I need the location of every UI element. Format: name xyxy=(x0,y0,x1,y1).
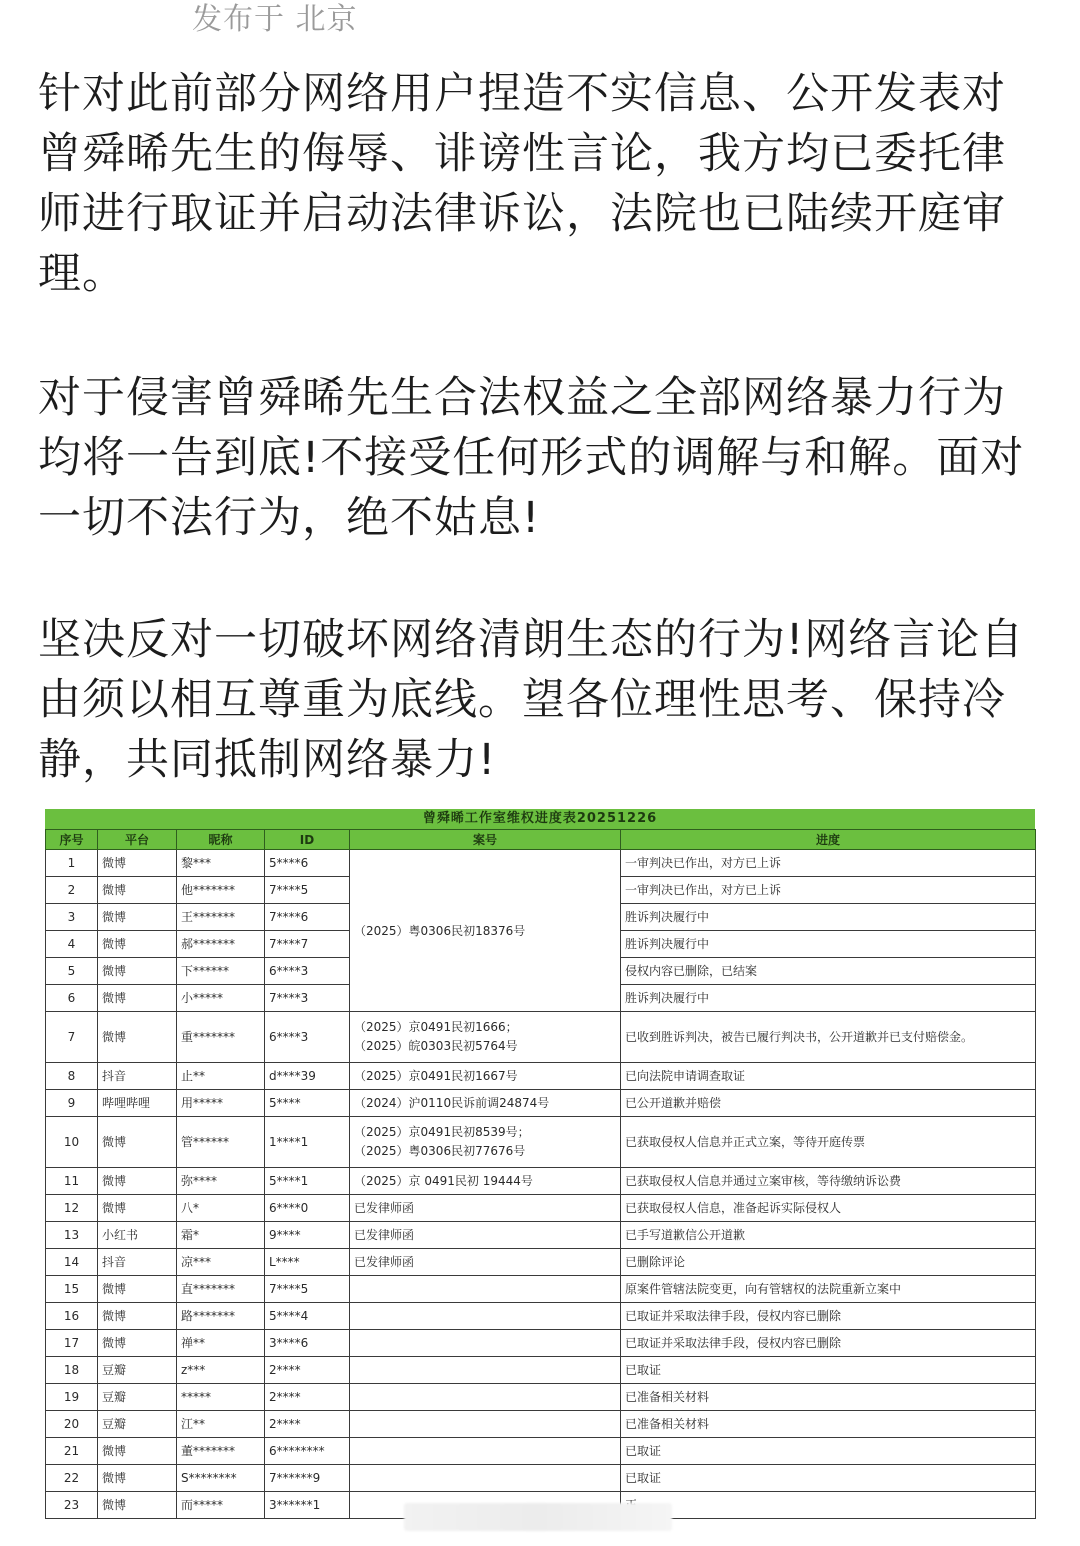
table-header-row xyxy=(46,830,1036,850)
table-title: 曾舜晞工作室维权进度表20251226 xyxy=(45,809,1035,829)
row-progress: 已收到胜诉判决，被告已履行判决书，公开道歉并已支付赔偿金。 xyxy=(621,1012,1036,1063)
row-case xyxy=(350,1411,621,1438)
row-progress: 胜诉判决履行中 xyxy=(621,904,1036,931)
table-row xyxy=(46,1384,1036,1411)
row-nickname: 用***** xyxy=(177,1090,265,1117)
row-platform: 微博 xyxy=(98,850,177,877)
row-platform: 抖音 xyxy=(98,1249,177,1276)
table-row xyxy=(46,1357,1036,1384)
row-platform: 抖音 xyxy=(98,1063,177,1090)
row-case: （2025）京 0491民初 19444号 xyxy=(350,1168,621,1195)
row-id: 7****6 xyxy=(265,904,350,931)
row-platform: 微博 xyxy=(98,1438,177,1465)
table-row xyxy=(46,1222,1036,1249)
row-nickname: 郝******* xyxy=(177,931,265,958)
table-row xyxy=(46,1276,1036,1303)
row-no: 7 xyxy=(46,1012,98,1063)
post-location: 发布于 北京 xyxy=(192,2,358,37)
row-platform: 微博 xyxy=(98,1276,177,1303)
header-platform: 平台 xyxy=(98,830,177,850)
row-no: 16 xyxy=(46,1303,98,1330)
row-id: 9**** xyxy=(265,1222,350,1249)
row-progress: 已获取侵权人信息并通过立案审核，等待缴纳诉讼费 xyxy=(621,1168,1036,1195)
row-id: 5****1 xyxy=(265,1168,350,1195)
row-platform: 微博 xyxy=(98,1330,177,1357)
row-no: 22 xyxy=(46,1465,98,1492)
row-platform: 微博 xyxy=(98,931,177,958)
row-id: 7****3 xyxy=(265,985,350,1012)
row-no: 11 xyxy=(46,1168,98,1195)
row-case: 已发律师函 xyxy=(350,1195,621,1222)
row-no: 12 xyxy=(46,1195,98,1222)
row-platform: 豆瓣 xyxy=(98,1384,177,1411)
row-case: 已发律师函 xyxy=(350,1222,621,1249)
table-row xyxy=(46,850,1036,877)
row-nickname: 王******* xyxy=(177,904,265,931)
row-no: 14 xyxy=(46,1249,98,1276)
table-row xyxy=(46,1465,1036,1492)
row-platform: 微博 xyxy=(98,1465,177,1492)
row-progress: 已取证 xyxy=(621,1357,1036,1384)
row-id: 7****5 xyxy=(265,1276,350,1303)
row-nickname: 霜* xyxy=(177,1222,265,1249)
post-paragraph-3: 坚决反对一切破坏网络清朗生态的行为!网络言论自由须以相互尊重为底线。望各位理性思考、保持冷静，共同抵制网络暴力! xyxy=(38,615,1025,785)
row-id: 5****4 xyxy=(265,1303,350,1330)
table-row xyxy=(46,1411,1036,1438)
header-no: 序号 xyxy=(46,830,98,850)
row-progress: 侵权内容已删除，已结案 xyxy=(621,958,1036,985)
row-id: 7******9 xyxy=(265,1465,350,1492)
row-progress: 已公开道歉并赔偿 xyxy=(621,1090,1036,1117)
row-nickname: 他******* xyxy=(177,877,265,904)
row-nickname: 止** xyxy=(177,1063,265,1090)
row-nickname: 而***** xyxy=(177,1492,265,1519)
row-nickname: 董******* xyxy=(177,1438,265,1465)
row-case xyxy=(350,1276,621,1303)
row-no: 13 xyxy=(46,1222,98,1249)
row-id: 5**** xyxy=(265,1090,350,1117)
row-case xyxy=(350,1465,621,1492)
table-row xyxy=(46,1195,1036,1222)
row-progress: 已取证并采取法律手段，侵权内容已删除 xyxy=(621,1303,1036,1330)
row-progress: 已删除评论 xyxy=(621,1249,1036,1276)
row-platform: 小红书 xyxy=(98,1222,177,1249)
row-id: 6****3 xyxy=(265,958,350,985)
row-case: （2025）粤0306民初18376号 xyxy=(350,850,621,1012)
row-progress: 胜诉判决履行中 xyxy=(621,985,1036,1012)
watermark-overlay xyxy=(404,1503,672,1531)
row-no: 20 xyxy=(46,1411,98,1438)
row-no: 19 xyxy=(46,1384,98,1411)
row-id: d****39 xyxy=(265,1063,350,1090)
row-progress: 已准备相关材料 xyxy=(621,1411,1036,1438)
row-id: 6******** xyxy=(265,1438,350,1465)
row-platform: 哔哩哔哩 xyxy=(98,1090,177,1117)
progress-table xyxy=(45,829,1036,1519)
row-nickname: 禅** xyxy=(177,1330,265,1357)
row-id: 2**** xyxy=(265,1357,350,1384)
header-progress: 进度 xyxy=(621,830,1036,850)
row-nickname: 弥**** xyxy=(177,1168,265,1195)
row-case xyxy=(350,1303,621,1330)
row-case: 已发律师函 xyxy=(350,1249,621,1276)
row-progress xyxy=(621,1492,1036,1519)
table-row xyxy=(46,1063,1036,1090)
row-progress: 已取证并采取法律手段，侵权内容已删除 xyxy=(621,1330,1036,1357)
row-no: 3 xyxy=(46,904,98,931)
row-platform: 豆瓣 xyxy=(98,1411,177,1438)
row-id: 3****6 xyxy=(265,1330,350,1357)
row-case: （2025）京0491民初1666； （2025）皖0303民初5764号 xyxy=(350,1012,621,1063)
row-progress: 一审判决已作出，对方已上诉 xyxy=(621,877,1036,904)
row-case xyxy=(350,1330,621,1357)
row-case: （2024）沪0110民诉前调24874号 xyxy=(350,1090,621,1117)
row-id: 7****7 xyxy=(265,931,350,958)
table-row xyxy=(46,1249,1036,1276)
post-paragraph-2: 对于侵害曾舜晞先生合法权益之全部网络暴力行为均将一告到底!不接受任何形式的调解与和解。面对一切不法行为，绝不姑息! xyxy=(38,373,1025,543)
row-platform: 微博 xyxy=(98,1195,177,1222)
row-no: 8 xyxy=(46,1063,98,1090)
row-nickname: 江** xyxy=(177,1411,265,1438)
row-no: 23 xyxy=(46,1492,98,1519)
rights-progress-table-image[interactable] xyxy=(40,804,1036,1536)
table-row xyxy=(46,1117,1036,1168)
row-platform: 豆瓣 xyxy=(98,1357,177,1384)
row-id: 1****1 xyxy=(265,1117,350,1168)
row-id: 6****3 xyxy=(265,1012,350,1063)
row-progress: 已获取侵权人信息并正式立案，等待开庭传票 xyxy=(621,1117,1036,1168)
row-nickname: 管****** xyxy=(177,1117,265,1168)
row-platform: 微博 xyxy=(98,1117,177,1168)
table-row xyxy=(46,1438,1036,1465)
row-case: （2025）京0491民初1667号 xyxy=(350,1063,621,1090)
row-nickname: 路******* xyxy=(177,1303,265,1330)
header-case: 案号 xyxy=(350,830,621,850)
row-platform: 微博 xyxy=(98,1012,177,1063)
row-id: 2**** xyxy=(265,1384,350,1411)
row-id: 5****6 xyxy=(265,850,350,877)
row-nickname: 小***** xyxy=(177,985,265,1012)
table-row xyxy=(46,1303,1036,1330)
table-row xyxy=(46,1012,1036,1063)
row-platform: 微博 xyxy=(98,958,177,985)
row-no: 9 xyxy=(46,1090,98,1117)
row-no: 15 xyxy=(46,1276,98,1303)
row-id: 7****5 xyxy=(265,877,350,904)
row-no: 5 xyxy=(46,958,98,985)
row-nickname: 八* xyxy=(177,1195,265,1222)
row-nickname: 下****** xyxy=(177,958,265,985)
row-progress: 已取证 xyxy=(621,1438,1036,1465)
row-progress: 已获取侵权人信息，准备起诉实际侵权人 xyxy=(621,1195,1036,1222)
row-progress: 原案件管辖法院变更，向有管辖权的法院重新立案中 xyxy=(621,1276,1036,1303)
row-no: 1 xyxy=(46,850,98,877)
row-case: （2025）京0491民初8539号； （2025）粤0306民初77676号 xyxy=(350,1117,621,1168)
row-id: L**** xyxy=(265,1249,350,1276)
row-id: 3******1 xyxy=(265,1492,350,1519)
row-nickname: z*** xyxy=(177,1357,265,1384)
row-id: 2**** xyxy=(265,1411,350,1438)
row-progress: 已取证 xyxy=(621,1465,1036,1492)
row-platform: 微博 xyxy=(98,985,177,1012)
header-id: ID xyxy=(265,830,350,850)
row-nickname: S******** xyxy=(177,1465,265,1492)
header-nickname: 昵称 xyxy=(177,830,265,850)
row-no: 17 xyxy=(46,1330,98,1357)
row-platform: 微博 xyxy=(98,1303,177,1330)
row-case xyxy=(350,1384,621,1411)
row-case xyxy=(350,1438,621,1465)
table-row xyxy=(46,1090,1036,1117)
row-case xyxy=(350,1357,621,1384)
row-no: 21 xyxy=(46,1438,98,1465)
row-progress: 已向法院申请调查取证 xyxy=(621,1063,1036,1090)
row-platform: 微博 xyxy=(98,1492,177,1519)
row-progress: 胜诉判决履行中 xyxy=(621,931,1036,958)
table-row xyxy=(46,1168,1036,1195)
row-no: 6 xyxy=(46,985,98,1012)
row-nickname: 直******* xyxy=(177,1276,265,1303)
row-progress: 已手写道歉信公开道歉 xyxy=(621,1222,1036,1249)
row-progress: 已准备相关材料 xyxy=(621,1384,1036,1411)
row-nickname: 重******* xyxy=(177,1012,265,1063)
row-no: 10 xyxy=(46,1117,98,1168)
row-platform: 微博 xyxy=(98,1168,177,1195)
row-platform: 微博 xyxy=(98,877,177,904)
row-id: 6****0 xyxy=(265,1195,350,1222)
table-row xyxy=(46,1330,1036,1357)
row-no: 2 xyxy=(46,877,98,904)
row-nickname: 黎*** xyxy=(177,850,265,877)
row-platform: 微博 xyxy=(98,904,177,931)
post-paragraph-1: 针对此前部分网络用户捏造不实信息、公开发表对曾舜晞先生的侮辱、诽谤性言论，我方均已委托律师进行取证并启动法律诉讼，法院也已陆续开庭审理。 xyxy=(38,69,1006,299)
row-nickname: 凉*** xyxy=(177,1249,265,1276)
row-nickname: ***** xyxy=(177,1384,265,1411)
row-no: 4 xyxy=(46,931,98,958)
row-progress: 一审判决已作出，对方已上诉 xyxy=(621,850,1036,877)
row-no: 18 xyxy=(46,1357,98,1384)
